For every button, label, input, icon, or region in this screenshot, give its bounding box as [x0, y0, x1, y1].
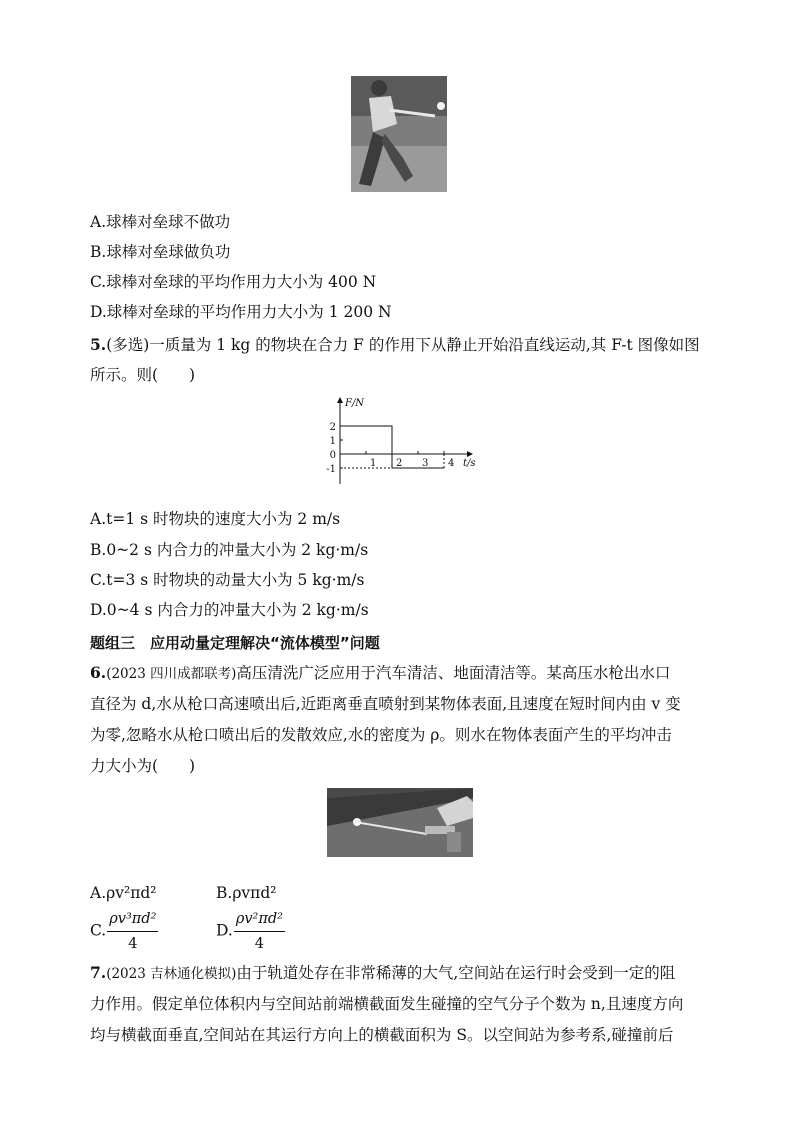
option-prefix: C.: [90, 921, 107, 940]
question-number: 6.: [90, 663, 107, 682]
y-axis-label: F/N: [345, 398, 365, 409]
q4-option-a: A.球棒对垒球不做功: [90, 213, 231, 231]
x-axis-label: t/s: [463, 458, 476, 469]
q4-option-b: B.球棒对垒球做负功: [90, 243, 231, 261]
y-tick-label: -1: [326, 464, 336, 475]
q6-option-b: B.ρvπd²: [216, 884, 277, 902]
y-tick-label: 0: [329, 450, 336, 461]
q5-stem-line-1: [90, 334, 700, 356]
q6-option-d: [216, 908, 285, 955]
fraction-denominator: 4: [128, 936, 138, 952]
fraction: [234, 908, 285, 955]
question-text: 一质量为 1 kg 的物块在合力 F 的作用下从静止开始沿直线运动,其 F-t 图像如图: [149, 336, 700, 354]
x-tick-label: 1: [370, 458, 377, 469]
fraction-denominator: 4: [254, 936, 264, 952]
q6-stem-line-4: 力大小为( ): [90, 757, 196, 775]
section-heading: 题组三 应用动量定理解决“流体模型”问题: [90, 634, 380, 652]
x-axis-arrow: [467, 451, 473, 457]
x-tick-label: 3: [422, 458, 429, 469]
question-tag: (2023 吉林通化模拟): [106, 966, 237, 982]
x-tick-label: 4: [448, 458, 455, 469]
q4-option-d: D.球棒对垒球的平均作用力大小为 1 200 N: [90, 303, 392, 321]
q4-option-c: C.球棒对垒球的平均作用力大小为 400 N: [90, 273, 377, 291]
fraction-numerator: ρv³πd²: [107, 908, 158, 932]
ft-chart-svg: [320, 394, 485, 494]
question-text: 高压清洗广泛应用于汽车清洁、地面清洁等。某高压水枪出水口: [236, 664, 671, 682]
y-axis-arrow: [337, 397, 343, 403]
ft-chart: [320, 394, 485, 494]
question-text: 由于轨道处存在非常稀薄的大气,空间站在运行时会受到一定的阻: [236, 964, 676, 982]
q6-option-a: A.ρv²πd²: [90, 884, 157, 902]
q6-stem-line-1: [90, 662, 670, 685]
question-number: 5.: [90, 335, 107, 354]
q6-stem-line-2: 直径为 d,水从枪口高速喷出后,近距离垂直喷射到某物体表面,且速度在短时间内由 v 变: [90, 695, 681, 713]
fraction: [107, 908, 158, 955]
q5-stem-line-2: 所示。则( ): [90, 366, 196, 384]
q6-stem-line-3: 为零,忽略水从枪口喷出后的发散效应,水的密度为 ρ。则水在物体表面产生的平均冲击: [90, 726, 672, 744]
q6-option-c: [90, 908, 158, 955]
water-gun-photo: [327, 788, 473, 857]
option-prefix: D.: [216, 921, 233, 940]
fraction-numerator: ρv²πd²: [234, 908, 285, 932]
x-tick-label: 2: [396, 458, 403, 469]
q5-option-b: B.0~2 s 内合力的冲量大小为 2 kg·m/s: [90, 541, 369, 559]
question-tag: (2023 四川成都联考): [106, 666, 237, 682]
softball-batter-photo: [351, 76, 447, 192]
q5-option-a: A.t=1 s 时物块的速度大小为 2 m/s: [90, 510, 341, 528]
q7-stem-line-3: 均与横截面垂直,空间站在其运行方向上的横截面积为 S。以空间站为参考系,碰撞前后: [90, 1026, 674, 1044]
q5-option-d: D.0~4 s 内合力的冲量大小为 2 kg·m/s: [90, 601, 369, 619]
question-tag: (多选): [106, 336, 150, 354]
y-tick-label: 1: [329, 436, 336, 447]
y-tick-label: 2: [329, 422, 336, 433]
q7-stem-line-1: [90, 962, 675, 985]
question-number: 7.: [90, 963, 107, 982]
q5-option-c: C.t=3 s 时物块的动量大小为 5 kg·m/s: [90, 571, 365, 589]
q7-stem-line-2: 力作用。假定单位体积内与空间站前端横截面发生碰撞的空气分子个数为 n,且速度方向: [90, 995, 684, 1013]
